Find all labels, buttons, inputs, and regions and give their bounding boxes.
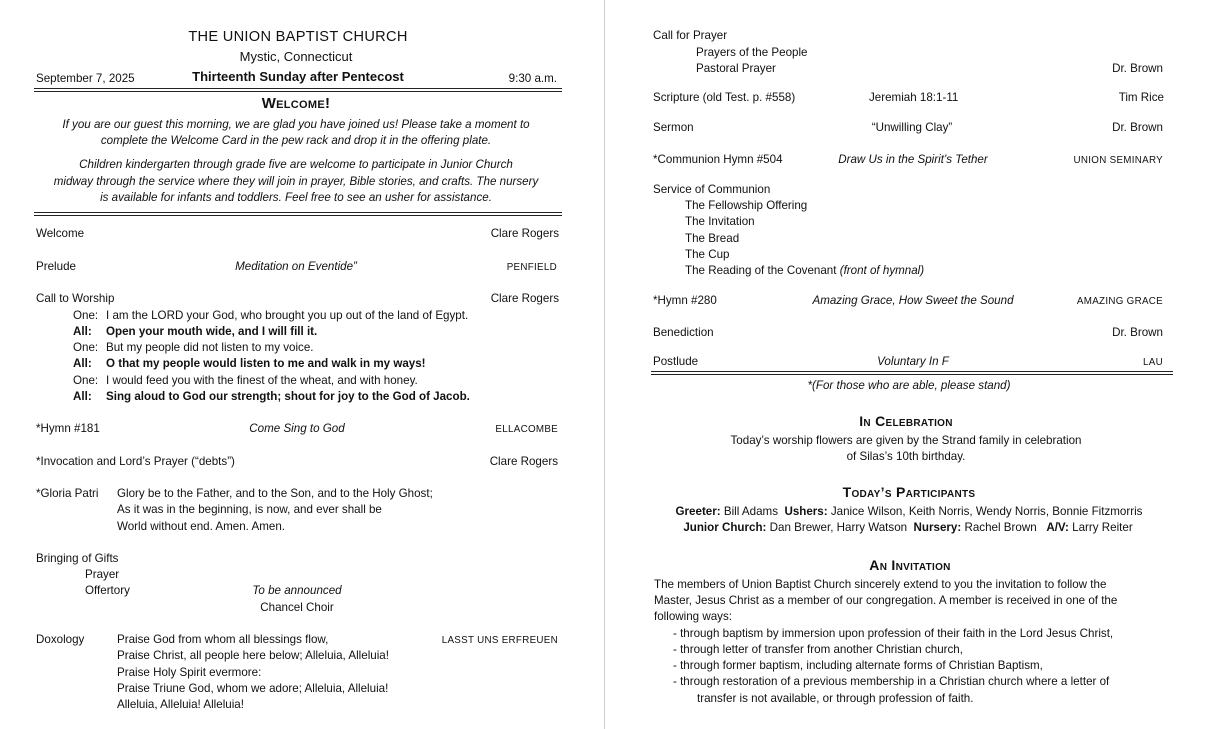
responsive-speaker: One: xyxy=(73,374,99,387)
participants-heading: Today’s Participants xyxy=(842,484,976,500)
responsive-line: But my people did not listen to my voice. xyxy=(106,341,314,354)
prelude-tune: PENFIELD xyxy=(506,262,557,273)
scripture-reader: Tim Rice xyxy=(1118,91,1164,104)
benediction-leader: Dr. Brown xyxy=(1112,326,1163,339)
church-location: Mystic, Connecticut xyxy=(239,49,353,64)
call-for-prayer-label: Call for Prayer xyxy=(653,29,728,42)
offertory-title: To be announced xyxy=(252,584,342,597)
av-name: Larry Reiter xyxy=(1072,521,1133,534)
doxology-line: Praise God from whom all blessings flow, xyxy=(117,633,329,646)
greeter-name: Bill Adams xyxy=(723,505,778,518)
sermon-title: “Unwilling Clay” xyxy=(871,121,953,134)
order-welcome-label: Welcome xyxy=(36,227,85,240)
junior-church-label: Junior Church: xyxy=(683,521,767,534)
communion-label: Service of Communion xyxy=(653,183,771,196)
invitation-way: - through former baptism, including alternate forms of Christian Baptism, xyxy=(673,659,1043,672)
hymn-181-title: Come Sing to God xyxy=(249,422,345,435)
children-text-3: is available for infants and toddlers. Feel free to see an usher for assistance. xyxy=(100,191,492,204)
postlude-title: Voluntary In F xyxy=(877,355,949,368)
benediction-label: Benediction xyxy=(653,326,714,339)
communion-item: The Cup xyxy=(685,248,730,261)
covenant-note: (front of hymnal) xyxy=(839,264,925,277)
prelude-title: Meditation on Eventide” xyxy=(235,260,357,273)
service-time: 9:30 a.m. xyxy=(508,72,557,85)
invitation-way: - through letter of transfer from another Christian church, xyxy=(673,643,963,656)
av-label: A/V: xyxy=(1046,521,1069,534)
hymn-181-label: *Hymn #181 xyxy=(36,422,100,435)
gloria-line: Glory be to the Father, and to the Son, and to the Holy Ghost; xyxy=(117,487,433,500)
call-to-worship-label: Call to Worship xyxy=(36,292,115,305)
responsive-line: Open your mouth wide, and I will fill it. xyxy=(106,325,318,338)
responsive-speaker: One: xyxy=(73,309,99,322)
ushers-label: Ushers: xyxy=(784,505,828,518)
responsive-speaker: All: xyxy=(73,390,92,403)
nursery-name: Rachel Brown xyxy=(964,521,1037,534)
junior-church-names: Dan Brewer, Harry Watson xyxy=(769,521,908,534)
ushers-names: Janice Wilson, Keith Norris, Wendy Norris, Bonnie Fitzmorris xyxy=(830,505,1143,518)
prelude-label: Prelude xyxy=(36,260,76,273)
gifts-label: Bringing of Gifts xyxy=(36,552,119,565)
welcome-text-2: complete the Welcome Card in the pew rack and drop it in the offering plate. xyxy=(100,134,492,147)
welcome-heading: Welcome! xyxy=(261,95,331,112)
doxology-line: Praise Christ, all people here below; Alleluia, Alleluia! xyxy=(117,649,389,662)
gifts-prayer: Prayer xyxy=(85,568,120,581)
invitation-text-1: The members of Union Baptist Church sincerely extend to you the invitation to follow the xyxy=(654,578,1107,591)
invocation-label: *Invocation and Lord’s Prayer (“debts”) xyxy=(36,455,235,468)
communion-hymn-tune: UNION SEMINARY xyxy=(1073,155,1163,166)
call-to-worship-leader: Clare Rogers xyxy=(490,292,559,305)
scripture-label: Scripture (old Test. p. #558) xyxy=(653,91,796,104)
hymn-181-tune: ELLACOMBE xyxy=(495,424,558,435)
service-date: September 7, 2025 xyxy=(36,72,135,85)
greeter-label: Greeter: xyxy=(675,505,721,518)
hymn-280-tune: AMAZING GRACE xyxy=(1076,296,1163,307)
invitation-text-2: Master, Jesus Christ as a member of our congregation. A member is received in one of the xyxy=(654,594,1118,607)
doxology-label: Doxology xyxy=(36,633,85,646)
nursery-label: Nursery: xyxy=(913,521,962,534)
responsive-line: Sing aloud to God our strength; shout for joy to the God of Jacob. xyxy=(106,390,470,403)
invitation-heading: An Invitation xyxy=(869,557,951,573)
communion-item: The Fellowship Offering xyxy=(685,199,808,212)
responsive-speaker: One: xyxy=(73,341,99,354)
communion-hymn-title: Draw Us in the Spirit’s Tether xyxy=(838,153,988,166)
sermon-label: Sermon xyxy=(653,121,694,134)
communion-covenant xyxy=(685,263,924,278)
sermon-leader: Dr. Brown xyxy=(1112,121,1163,134)
offertory-label: Offertory xyxy=(85,584,130,597)
order-welcome-leader: Clare Rogers xyxy=(490,227,559,240)
participants-line-2 xyxy=(683,520,1132,535)
postlude-label: Postlude xyxy=(653,355,699,368)
welcome-rule xyxy=(34,212,562,216)
postlude-tune: LAU xyxy=(1143,357,1163,368)
doxology-line: Praise Holy Spirit evermore: xyxy=(117,666,262,679)
stand-note: *(For those who are able, please stand) xyxy=(807,379,1011,392)
communion-hymn-label: *Communion Hymn #504 xyxy=(653,153,783,166)
invitation-way: - through restoration of a previous membership in a Christian church where a letter of xyxy=(673,675,1110,688)
gloria-patri-label: *Gloria Patri xyxy=(36,487,99,500)
children-text-1: Children kindergarten through grade five are welcome to participate in Junior Church xyxy=(79,158,513,171)
communion-item: The Invitation xyxy=(685,215,755,228)
prayers-of-people: Prayers of the People xyxy=(696,46,808,59)
gloria-line: World without end. Amen. Amen. xyxy=(117,520,285,533)
liturgical-day: Thirteenth Sunday after Pentecost xyxy=(192,69,404,84)
scripture-reference: Jeremiah 18:1-11 xyxy=(869,91,959,104)
celebration-text-2: of Silas’s 10th birthday. xyxy=(846,450,966,463)
doxology-line: Alleluia, Alleluia! Alleluia! xyxy=(117,698,244,711)
church-name: THE UNION BAPTIST CHURCH xyxy=(188,29,408,45)
covenant-label: The Reading of the Covenant xyxy=(685,264,837,277)
offertory-performer: Chancel Choir xyxy=(260,601,334,614)
doxology-line: Praise Triune God, whom we adore; Alleluia, Alleluia! xyxy=(117,682,389,695)
responsive-line: I would feed you with the finest of the wheat, and with honey. xyxy=(106,374,418,387)
prayer-leader: Dr. Brown xyxy=(1112,62,1163,75)
communion-item: The Bread xyxy=(685,232,740,245)
welcome-text-1: If you are our guest this morning, we are glad you have joined us! Please take a moment to xyxy=(62,118,530,131)
responsive-speaker: All: xyxy=(73,357,92,370)
responsive-line: I am the LORD your God, who brought you up out of the land of Egypt. xyxy=(106,309,469,322)
celebration-text-1: Today’s worship flowers are given by the Strand family in celebration xyxy=(730,434,1082,447)
order-end-rule xyxy=(651,371,1173,375)
participants-line-1 xyxy=(676,504,1143,519)
hymn-280-title: Amazing Grace, How Sweet the Sound xyxy=(812,294,1014,307)
responsive-line: O that my people would listen to me and walk in my ways! xyxy=(106,357,426,370)
celebration-heading: In Celebration xyxy=(859,413,953,429)
gloria-line: As it was in the beginning, is now, and ever shall be xyxy=(117,503,382,516)
responsive-speaker: All: xyxy=(73,325,92,338)
pastoral-prayer: Pastoral Prayer xyxy=(696,62,776,75)
doxology-tune: LASST UNS ERFREUEN xyxy=(441,635,558,646)
invitation-way-continued: transfer is not available, or through profession of faith. xyxy=(697,692,974,705)
children-text-2: midway through the service where they will join in prayer, Bible stories, and crafts. The nursery xyxy=(53,175,539,188)
hymn-280-label: *Hymn #280 xyxy=(653,294,717,307)
page-divider xyxy=(604,0,605,729)
invocation-leader: Clare Rogers xyxy=(489,455,558,468)
invitation-text-3: following ways: xyxy=(654,610,732,623)
invitation-way: - through baptism by immersion upon profession of their faith in the Lord Jesus Christ, xyxy=(673,627,1114,640)
header-rule xyxy=(34,88,562,92)
